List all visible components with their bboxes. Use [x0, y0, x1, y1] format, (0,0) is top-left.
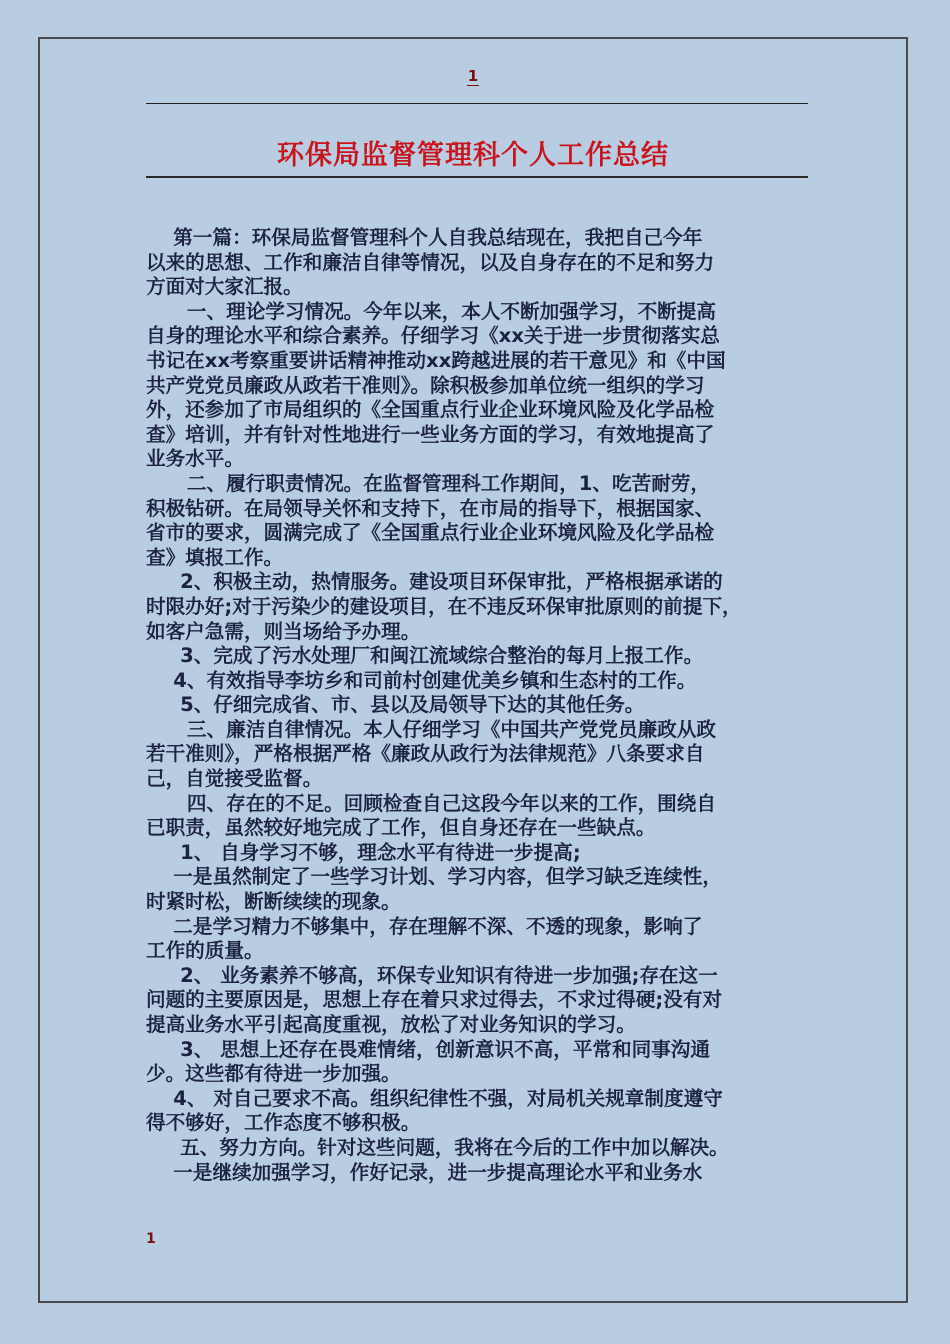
body-text-line: 自身的理论水平和综合素养。仔细学习《xx关于进一步贯彻落实总 [146, 324, 720, 348]
body-text-line: 业务水平。 [146, 447, 244, 471]
body-text-line: 3、完成了污水处理厂和闽江流域综合整治的每月上报工作。 [146, 644, 704, 668]
title-rule [146, 176, 808, 178]
body-text-line: 二、履行职责情况。在监督管理科工作期间，1、吃苦耐劳， [146, 471, 710, 495]
body-text-line: 2、积极主动，热情服务。建设项目环保审批，严格根据承诺的 [146, 570, 723, 594]
body-text-line: 若干准则》，严格根据严格《廉政从政行为法律规范》八条要求自 [146, 742, 705, 766]
body-text-line: 时紧时松，断断续续的现象。 [146, 890, 401, 914]
body-text-line: 已职责，虽然较好地完成了工作，但自身还存在一些缺点。 [146, 816, 656, 840]
body-text-line: 查》填报工作。 [146, 545, 284, 569]
body-text-line: 3、 思想上还存在畏难情绪，创新意识不高，平常和同事沟通 [146, 1037, 710, 1061]
body-text-line: 书记在xx考察重要讲话精神推动xx跨越进展的若干意见》和《中国 [146, 348, 726, 372]
body-text-line: 如客户急需，则当场给予办理。 [146, 619, 421, 643]
body-text-line: 得不够好，工作态度不够积极。 [146, 1111, 421, 1135]
header-page-number: 1 [467, 67, 479, 85]
body-text-line: 方面对大家汇报。 [146, 275, 303, 299]
document-page [38, 37, 908, 1303]
body-text-line: 5、仔细完成省、市、县以及局领导下达的其他任务。 [146, 693, 645, 717]
body-text-line: 积极钻研。在局领导关怀和支持下，在市局的指导下，根据国家、 [146, 496, 715, 520]
body-text-line: 时限办好;对于污染少的建设项目，在不违反环保审批原则的前提下， [146, 594, 742, 618]
body-text-line: 以来的思想、工作和廉洁自律等情况，以及自身存在的不足和努力 [146, 250, 715, 274]
body-text-line: 4、有效指导李坊乡和司前村创建优美乡镇和生态村的工作。 [146, 668, 697, 692]
body-text-line: 提高业务水平引起高度重视，放松了对业务知识的学习。 [146, 1013, 636, 1036]
header-rule [146, 103, 808, 104]
body-text-line: 少。这些都有待进一步加强。 [146, 1062, 401, 1086]
body-text-line: 三、廉洁自律情况。本人仔细学习《中国共产党党员廉政从政 [146, 717, 716, 741]
body-text-line: 共产党党员廉政从政若干准则》。除积极参加单位统一组织的学习 [146, 373, 705, 397]
body-text-line: 省市的要求，圆满完成了《全国重点行业企业环境风险及化学品检 [146, 521, 715, 545]
body-text-line: 一是继续加强学习，作好记录，进一步提高理论水平和业务水 [146, 1160, 703, 1184]
body-text-line: 一是虽然制定了一些学习计划、学习内容，但学习缺乏连续性， [146, 865, 722, 889]
body-text-line: 四、存在的不足。回顾检查自己这段今年以来的工作，围绕自 [146, 791, 716, 815]
body-text-line: 一、理论学习情况。今年以来，本人不断加强学习，不断提高 [146, 299, 716, 323]
body-text-line: 1、 自身学习不够，理念水平有待进一步提高; [146, 840, 581, 864]
body-text-line: 问题的主要原因是，思想上存在着只求过得去，不求过得硬;没有对 [146, 988, 723, 1012]
document-body [146, 226, 818, 1185]
body-text-line: 查》培训，并有针对性地进行一些业务方面的学习，有效地提高了 [146, 422, 715, 446]
body-text-line: 4、 对自己要求不高。组织纪律性不强，对局机关规章制度遵守 [146, 1086, 723, 1110]
body-text-line: 二是学习精力不够集中，存在理解不深、不透的现象，影响了 [146, 914, 703, 938]
footer-page-number: 1 [146, 1231, 156, 1247]
body-text-line: 2、 业务素养不够高，环保专业知识有待进一步加强;存在这一 [146, 963, 718, 987]
body-text-line: 己，自觉接受监督。 [146, 767, 323, 791]
body-text-line: 第一篇：环保局监督管理科个人自我总结现在，我把自己今年 [146, 226, 703, 249]
body-text-line: 工作的质量。 [146, 939, 264, 963]
document-title: 环保局监督管理科个人工作总结 [277, 140, 669, 171]
body-text-line: 外，还参加了市局组织的《全国重点行业企业环境风险及化学品检 [146, 398, 715, 422]
body-text-line: 五、努力方向。针对这些问题，我将在今后的工作中加以解决。 [146, 1135, 729, 1159]
